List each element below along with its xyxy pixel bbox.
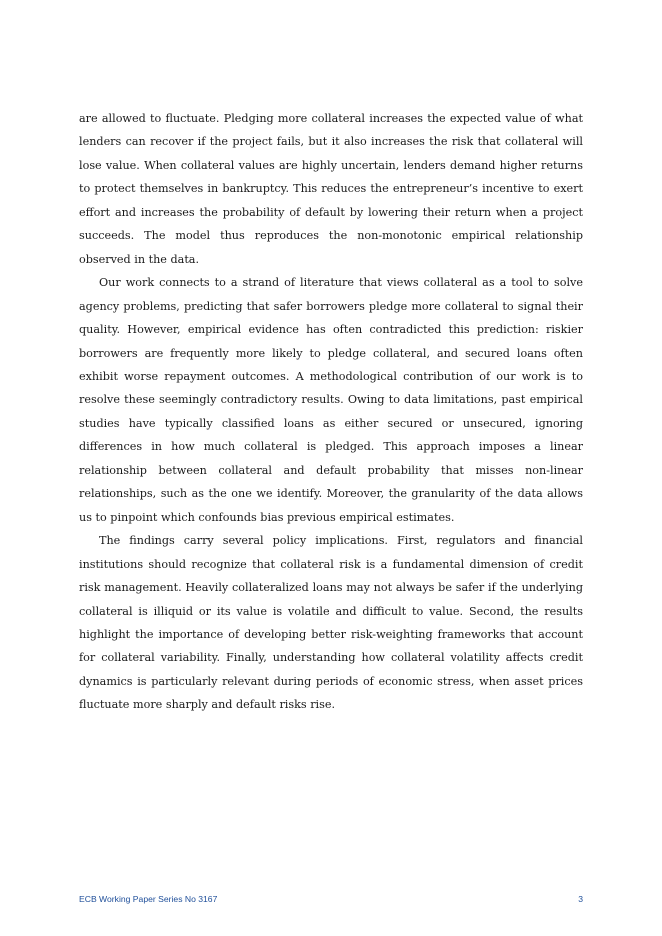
paragraph-literature: Our work connects to a strand of literature that views collateral as a tool to solve agency problems, predicting that safer borrowers pledge more collateral to signal their quality. However, empirical evidence has often contradicted this prediction: riskier borrowers are frequently more likely to pledge collateral, and secured loans often exhibit worse repayment outcomes. A methodological contribution of our work is to resolve these seemingly contradictory results. Owing to data limitations, past empirical studies have typically classified loans as either secured or unsecured, ignoring differences in how much collateral is pledged. This approach imposes a linear relationship between collateral and default probability that misses non-linear relationships, such as the one we identify. Moreover, the granularity of the data allows us to pinpoint which confounds bias previous empirical estimates. (79, 276, 583, 524)
footer-series-label: ECB Working Paper Series No 3167 (79, 894, 218, 904)
paragraph-policy: The findings carry several policy implications. First, regulators and financial institutions should recognize that collateral risk is a fundamental dimension of credit risk management. Heavily collateralized loans may not always be safer if the underlying collateral is illiquid or its value is volatile and difficult to value. Second, the results highlight the importance of developing better risk-weighting frameworks that account for collateral variability. Finally, understanding how collateral volatility affects credit dynamics is particularly relevant during periods of economic stress, when asset prices fluctuate more sharply and default risks rise. (79, 534, 583, 712)
paragraph-continuation: are allowed to fluctuate. Pledging more collateral increases the expected value of what lenders can recover if the project fails, but it also increases the risk that collateral will lose value. When collateral values are highly uncertain, lenders demand higher returns to protect themselves in bankruptcy. This reduces the entrepreneur’s incentive to exert effort and increases the probability of default by lowering their return when a project succeeds. The model thus reproduces the non-monotonic empirical relationship observed in the data. (79, 112, 583, 266)
page-footer (79, 894, 583, 904)
footer-page-number: 3 (578, 894, 583, 904)
main-body-text (79, 107, 583, 717)
